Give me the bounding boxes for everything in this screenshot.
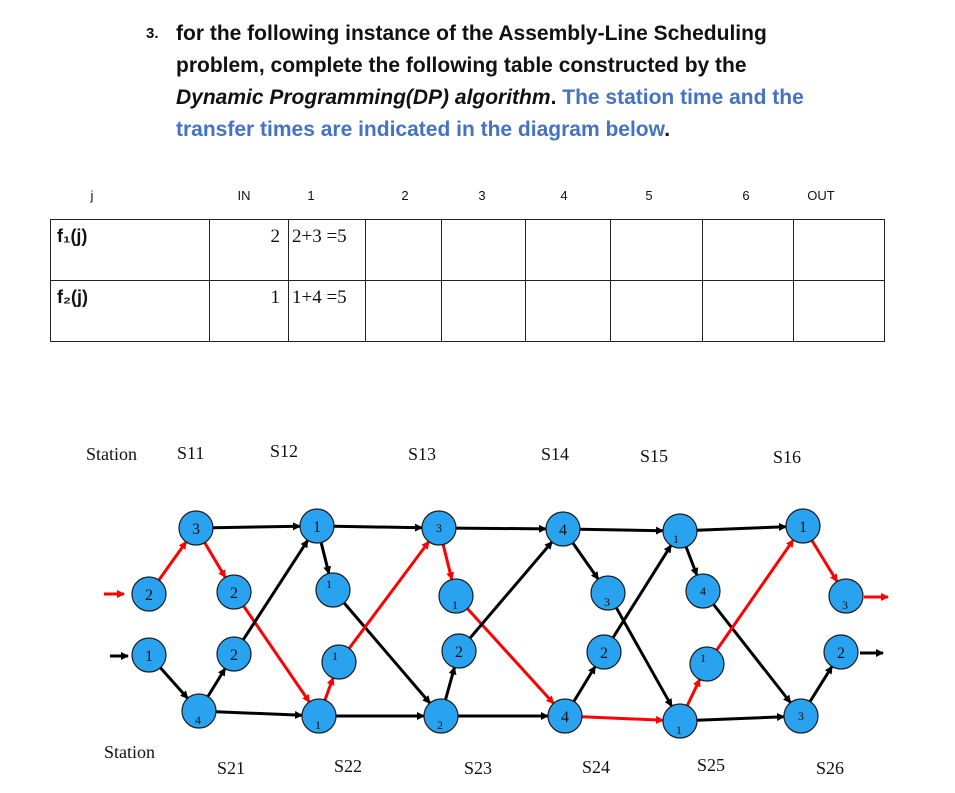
edge-t1c-s24 [467,609,553,704]
cell-f1-1[interactable]: 2+3 =5 [289,220,366,281]
edge-s21-s22 [216,712,302,716]
station-node-s23-value: 2 [437,718,443,732]
question-period: . [550,86,557,109]
transfer-node-s22-s13-value: 1 [332,649,338,663]
edge-t2e-s16 [717,540,794,650]
edge-s16-exit1 [812,540,837,581]
edge-t1d-s25 [616,608,671,706]
transfer-node-s21-s12 [217,637,251,671]
entry-node-line1-value: 2 [145,587,153,604]
col-header-out: OUT [807,188,835,203]
station-name-s11: S11 [177,443,205,463]
edge-s22-t2b [325,678,333,700]
entry-node-line2-value: 1 [145,648,153,665]
station-node-s15-value: 1 [673,532,679,546]
edge-t2b-s13 [349,542,429,649]
question-dp-term: Dynamic Programming(DP) algorithm [176,86,551,109]
transfer-node-s14-s25-value: 3 [604,595,610,609]
transfer-node-s23-s14 [442,634,476,668]
station-label-top: Station [86,444,138,464]
station-node-s25-value: 1 [676,723,682,737]
edge-s11-s12 [213,526,300,527]
transfer-node-s25-s16 [690,647,724,681]
exit-node-line1 [829,579,863,613]
col-header-3: 3 [478,188,486,203]
station-node-s22 [302,699,336,733]
station-name-s24: S24 [582,757,611,777]
station-node-s22-value: 1 [315,718,321,732]
station-name-s21: S21 [217,758,246,778]
transfer-node-s12-s23 [316,573,350,607]
edge-entry-s21 [160,668,187,699]
entry-node-line2 [132,638,166,672]
diagram-edges [104,526,888,720]
edge-t1b-s23 [344,603,430,703]
station-node-s26-value: 3 [798,709,804,723]
station-node-s14 [546,512,580,546]
station-name-s26: S26 [816,758,845,778]
transfer-node-s11-s22-value: 2 [230,585,238,602]
station-name-s13: S13 [408,444,437,464]
station-node-s12 [300,509,334,543]
cell-f2-1[interactable]: 1+4 =5 [289,281,366,342]
row-label-f2: f₂(j) [51,281,210,342]
edge-s15-s16 [697,527,786,531]
transfer-node-s24-s15-value: 2 [600,645,608,662]
transfer-node-s14-s25 [591,576,625,610]
station-node-s11 [179,511,213,545]
station-label-bottom: Station [104,742,156,762]
station-node-s26 [784,699,818,733]
edge-s14-t1d [573,543,598,579]
station-node-s11-value: 3 [192,521,200,538]
station-node-s14-value: 4 [559,522,567,539]
transfer-node-s12-s23-value: 1 [326,577,332,591]
edge-s24-t2d [574,667,595,702]
station-name-s16: S16 [773,447,802,467]
cell-f1-in[interactable]: 2 [210,220,289,281]
station-name-s25: S25 [697,755,726,775]
station-name-s14: S14 [541,444,570,464]
edge-s24-s25 [582,717,663,721]
edge-s13-s14 [456,528,546,529]
edge-s25-s26 [697,717,784,721]
question-line2: problem, complete the following table constructed by the [176,54,747,77]
transfer-node-s11-s22 [217,575,251,609]
station-node-s25 [663,704,697,738]
edge-s14-s15 [580,529,663,530]
col-header-j: j [90,188,94,203]
col-header-5: 5 [645,188,653,203]
station-node-s13 [422,511,456,545]
transfer-node-s25-s16-value: 1 [700,651,706,665]
station-node-s16-value: 1 [799,519,807,536]
row-label-f1: f₁(j) [51,220,210,281]
entry-node-line1 [132,577,166,611]
question-blue-part1: The station time and the [562,86,804,109]
question-blue-part2: transfer times are indicated in the diagram below [176,118,665,141]
col-header-4: 4 [560,188,568,203]
station-name-s12: S12 [270,441,299,461]
question-line1: for the following instance of the Assembly-Line Scheduling [176,22,767,45]
transfer-node-s23-s14-value: 2 [455,644,463,661]
transfer-node-s15-s26-value: 4 [700,584,706,598]
edge-s12-s13 [334,526,422,527]
edge-s25-t2e [687,679,699,705]
edge-s11-t1a [205,543,226,578]
station-node-s24-value: 4 [561,709,569,726]
edge-s26-exit2 [810,666,832,701]
cell-f2-in[interactable]: 1 [210,281,289,342]
col-header-1: 1 [307,188,315,203]
transfer-node-s22-s13 [322,645,356,679]
edge-t1a-s22 [244,606,310,702]
edge-t2a-s12 [243,540,308,639]
station-name-s15: S15 [640,446,669,466]
col-header-6: 6 [742,188,750,203]
edge-t1e-s26 [713,604,790,702]
diagram-nodes [132,509,863,738]
transfer-node-s13-s24-value: 1 [452,598,458,612]
station-node-s13-value: 3 [436,521,442,535]
col-header-2: 2 [401,188,409,203]
transfer-node-s15-s26 [686,574,720,608]
station-node-s21 [182,694,216,728]
exit-node-line1-value: 3 [842,598,848,612]
transfer-node-s24-s15 [587,635,621,669]
station-node-s21-value: 4 [195,713,201,727]
transfer-node-s21-s12-value: 2 [230,647,238,664]
question-end-period: . [664,118,671,141]
edge-s13-t1c [443,544,452,579]
col-header-in: IN [237,188,251,203]
station-node-s16 [786,509,820,543]
edge-s21-t2a [208,668,225,696]
transfer-node-s13-s24 [439,579,473,613]
station-node-s15 [663,514,697,548]
edge-s12-t1b [321,542,329,573]
edge-s23-t2c [446,667,455,699]
station-node-s23 [424,699,458,733]
edge-entry-s11 [159,542,186,580]
station-node-s24 [548,699,582,733]
station-node-s12-value: 1 [313,519,321,536]
edge-t2c-s14 [470,542,552,638]
question-number: 3. [146,25,159,42]
edge-s15-t1e [686,547,697,575]
exit-node-line2-value: 2 [837,645,845,662]
station-name-s22: S22 [334,756,363,776]
station-name-s23: S23 [464,758,493,778]
exit-node-line2 [824,635,858,669]
